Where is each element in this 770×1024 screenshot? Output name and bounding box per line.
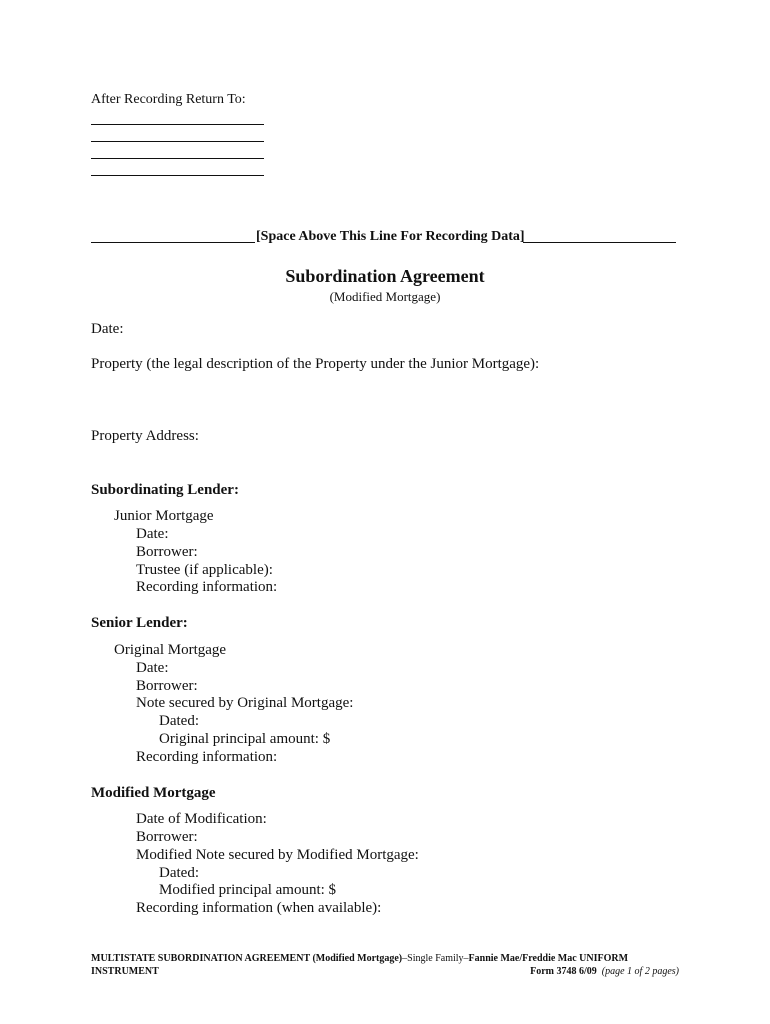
return-to-line-3 (91, 158, 264, 159)
footer-single-family: –Single Family– (402, 953, 469, 964)
junior-recording-label: Recording information: (136, 579, 278, 595)
junior-mortgage-label: Junior Mortgage (114, 508, 214, 524)
date-label: Date: (91, 321, 124, 337)
modified-borrower-label: Borrower: (136, 829, 198, 845)
modified-note-label: Modified Note secured by Modified Mortgage: (136, 847, 419, 863)
footer-instrument: INSTRUMENT (91, 966, 159, 977)
modified-mortgage-heading: Modified Mortgage (91, 785, 216, 801)
footer-page-number: (page 1 of 2 pages) (601, 966, 679, 977)
document-title: Subordination Agreement (285, 266, 485, 286)
property-address-label: Property Address: (91, 428, 199, 444)
footer-title-bold: MULTISTATE SUBORDINATION AGREEMENT (Modified Mortgage) (91, 953, 403, 964)
footer-title-uniform: Fannie Mae/Freddie Mac UNIFORM (468, 953, 629, 964)
modified-recording-label: Recording information (when available): (136, 900, 382, 916)
junior-date-label: Date: (136, 526, 169, 542)
senior-recording-label: Recording information: (136, 749, 278, 765)
junior-borrower-label: Borrower: (136, 544, 198, 560)
return-to-line-2 (91, 141, 264, 142)
date-of-modification-label: Date of Modification: (136, 811, 267, 827)
original-principal-label: Original principal amount: $ (159, 731, 331, 747)
senior-date-label: Date: (136, 660, 169, 676)
original-note-label: Note secured by Original Mortgage: (136, 695, 354, 711)
recording-line-right (523, 242, 676, 243)
modified-note-dated-label: Dated: (159, 865, 199, 881)
footer-form-title (91, 953, 628, 964)
modified-principal-label: Modified principal amount: $ (159, 882, 337, 898)
recording-line-left (91, 242, 255, 243)
senior-borrower-label: Borrower: (136, 678, 198, 694)
original-note-dated-label: Dated: (159, 713, 199, 729)
document-subtitle: (Modified Mortgage) (329, 289, 441, 304)
return-to-label: After Recording Return To: (91, 92, 246, 107)
original-mortgage-label: Original Mortgage (114, 642, 227, 658)
return-to-line-4 (91, 175, 264, 176)
return-to-line-1 (91, 124, 264, 125)
property-label: Property (the legal description of the Property under the Junior Mortgage): (91, 356, 540, 372)
senior-lender-heading: Senior Lender: (91, 615, 188, 631)
footer-form-number (530, 966, 679, 977)
junior-trustee-label: Trustee (if applicable): (136, 562, 273, 578)
subordinating-lender-heading: Subordinating Lender: (91, 482, 239, 498)
footer-form-id: Form 3748 6/09 (530, 966, 597, 977)
recording-data-label: [Space Above This Line For Recording Data] (256, 229, 525, 244)
